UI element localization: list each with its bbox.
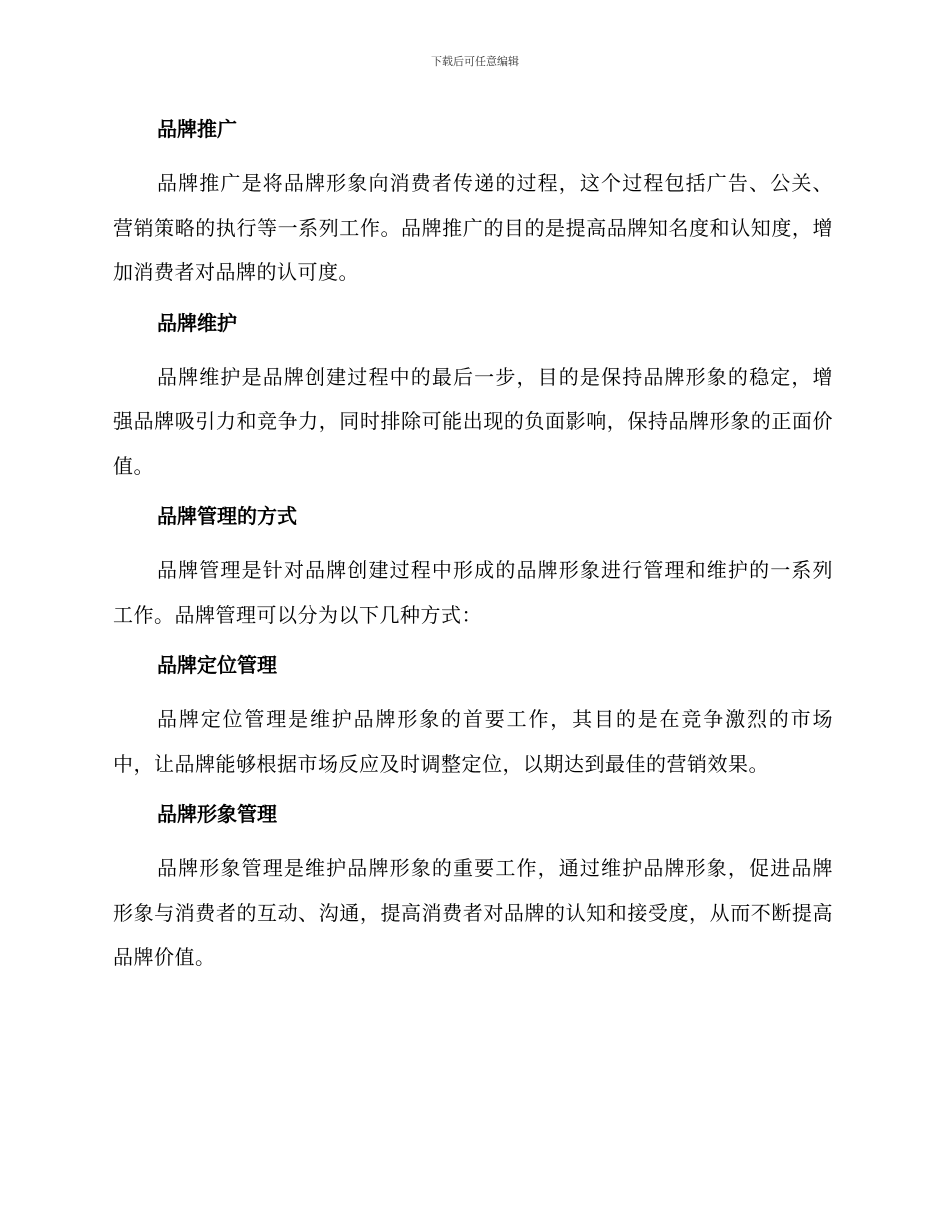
section-heading: 品牌管理的方式 — [157, 504, 297, 528]
section-heading: 品牌形象管理 — [157, 802, 277, 826]
section-paragraph: 品牌形象管理是维护品牌形象的重要工作，通过维护品牌形象，促进品牌形象与消费者的互动、沟通，提高消费者对品牌的认知和接受度，从而不断提高品牌价值。 — [113, 856, 833, 969]
section-brand-promotion — [113, 109, 833, 303]
section-brand-maintenance — [113, 303, 833, 497]
section-paragraph: 品牌维护是品牌创建过程中的最后一步，目的是保持品牌形象的稳定，增强品牌吸引力和竞争力，同时排除可能出现的负面影响，保持品牌形象的正面价值。 — [113, 364, 833, 478]
section-paragraph: 品牌管理是针对品牌创建过程中形成的品牌形象进行管理和维护的一系列工作。品牌管理可以分为以下几种方式： — [113, 558, 833, 627]
document-body — [113, 109, 833, 980]
section-heading: 品牌推广 — [157, 117, 237, 141]
section-paragraph: 品牌定位管理是维护品牌形象的首要工作，其目的是在竞争激烈的市场中，让品牌能够根据市场反应及时调整定位，以期达到最佳的营销效果。 — [113, 707, 833, 776]
section-heading: 品牌定位管理 — [157, 653, 277, 677]
section-brand-management-methods — [113, 496, 833, 645]
section-heading: 品牌维护 — [157, 310, 237, 335]
section-brand-positioning-management — [113, 645, 833, 794]
section-brand-image-management — [113, 794, 833, 980]
page-header: 下载后可任意编辑 — [431, 55, 519, 68]
section-paragraph: 品牌推广是将品牌形象向消费者传递的过程，这个过程包括广告、公关、营销策略的执行等一系列工作。品牌推广的目的是提高品牌知名度和认知度，增加消费者对品牌的认可度。 — [113, 171, 833, 284]
